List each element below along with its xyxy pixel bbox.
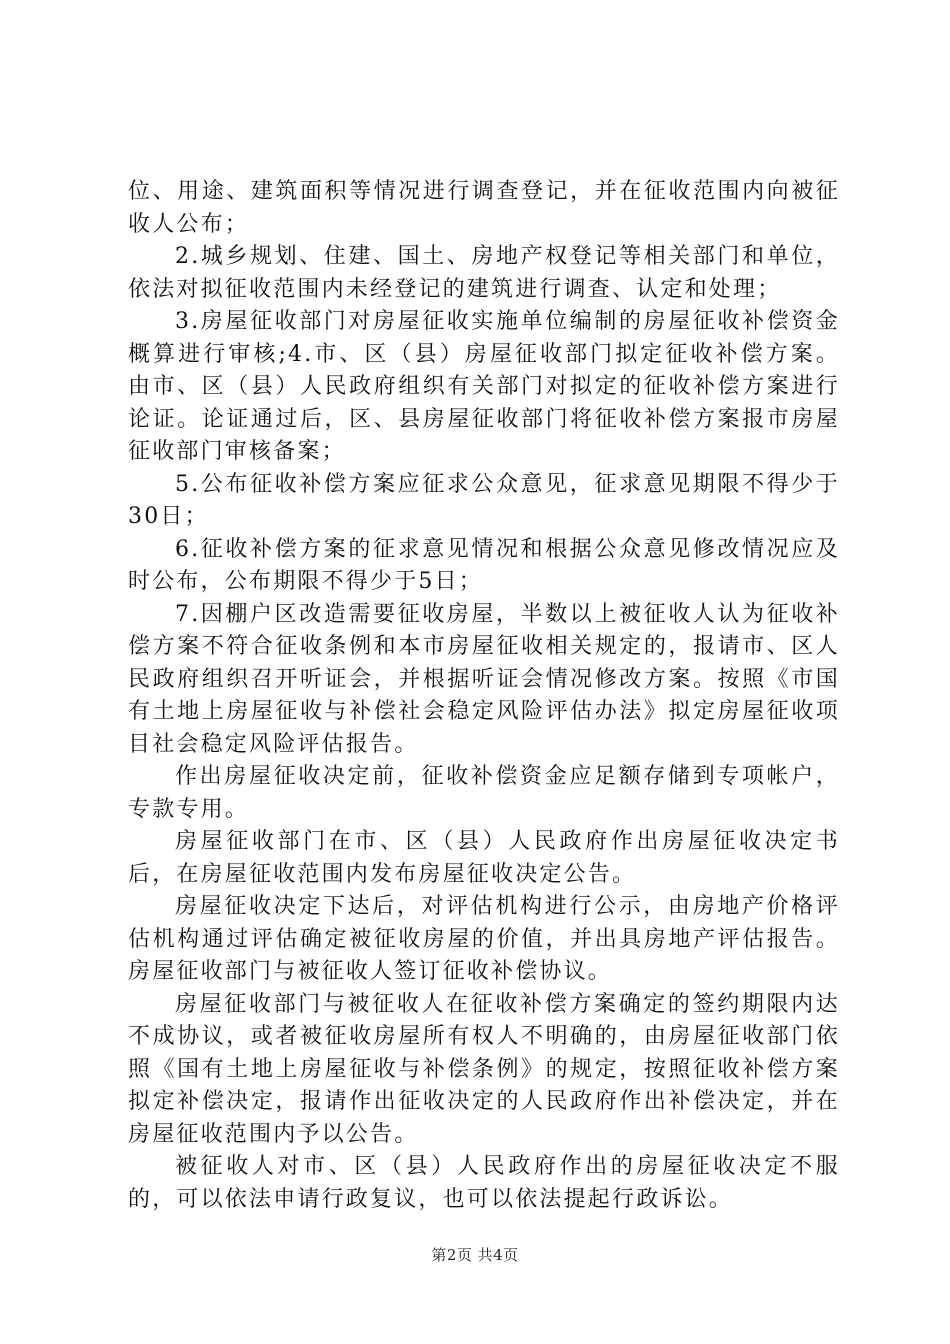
paragraph-2: 2.城乡规划、住建、国土、房地产权登记等相关部门和单位，依法对拟征收范围内未经登记的建筑进行调查、认定和处理； — [128, 244, 840, 302]
paragraph-10: 房屋征收部门与被征收人在征收补偿方案确定的签约期限内达不成协议，或者被征收房屋所有权人不明确的，由房屋征收部门依照《国有土地上房屋征收与补偿条例》的规定，按照征收补偿方案拟定补偿决定，报请作出征收决定的人民政府作出补偿决定，并在房屋征收范围内予以公告。 — [128, 991, 840, 1147]
page-number-footer: 第2页 共4页 — [431, 1246, 519, 1264]
paragraph-8: 房屋征收部门在市、区（县）人民政府作出房屋征收决定书后，在房屋征收范围内发布房屋征收决定公告。 — [128, 829, 840, 887]
paragraph-3: 3.房屋征收部门对房屋征收实施单位编制的房屋征收补偿资金概算进行审核;4.市、区（县）房屋征收部门拟定征收补偿方案。由市、区（县）人民政府组织有关部门对拟定的征收补偿方案进行论证。论证通过后，区、县房屋征收部门将征收补偿方案报市房屋征收部门审核备案； — [128, 309, 840, 464]
paragraph-5: 6.征收补偿方案的征求意见情况和根据公众意见修改情况应及时公布，公布期限不得少于5日； — [128, 536, 840, 594]
paragraph-4: 5.公布征收补偿方案应征求公众意见，征求意见期限不得少于30日； — [128, 471, 840, 529]
paragraph-11: 被征收人对市、区（县）人民政府作出的房屋征收决定不服的，可以依法申请行政复议，也可以依法提起行政诉讼。 — [128, 1154, 840, 1212]
paragraph-1: 位、用途、建筑面积等情况进行调查登记，并在征收范围内向被征收人公布； — [128, 179, 840, 237]
paragraph-7: 作出房屋征收决定前，征收补偿资金应足额存储到专项帐户，专款专用。 — [128, 764, 840, 822]
body-text — [128, 176, 840, 1216]
paragraph-6: 7.因棚户区改造需要征收房屋，半数以上被征收人认为征收补偿方案不符合征收条例和本市房屋征收相关规定的，报请市、区人民政府组织召开听证会，并根据听证会情况修改方案。按照《市国有土地上房屋征收与补偿社会稳定风险评估办法》拟定房屋征收项目社会稳定风险评估报告。 — [128, 601, 840, 757]
paragraph-9: 房屋征收决定下达后，对评估机构进行公示，由房地产价格评估机构通过评估确定被征收房屋的价值，并出具房地产评估报告。房屋征收部门与被征收人签订征收补偿协议。 — [128, 894, 840, 984]
